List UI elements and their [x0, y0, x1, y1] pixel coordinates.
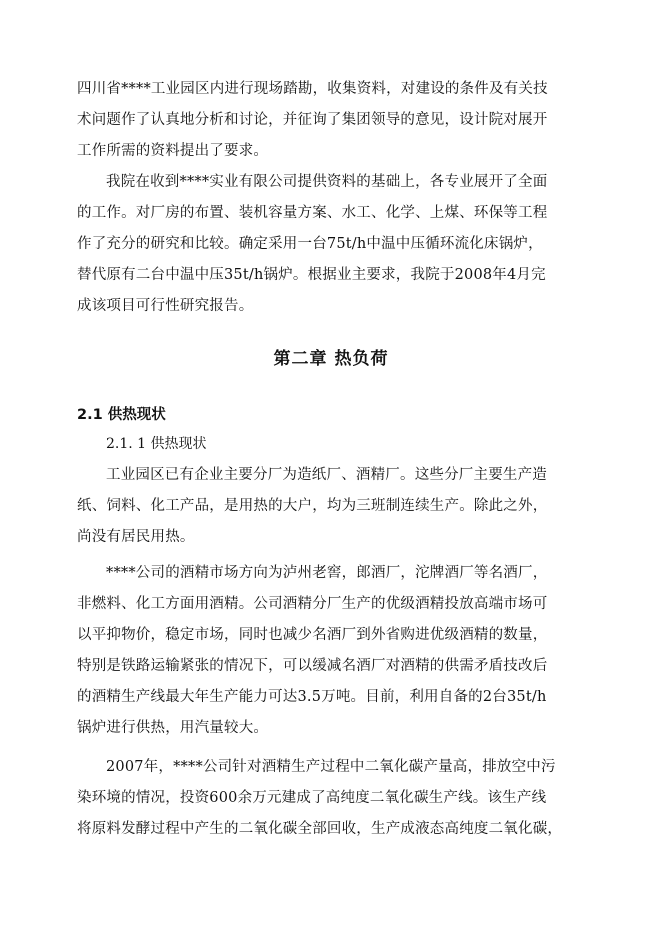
paragraph-line: 作了充分的研究和比较。确定采用一台75t/h中温中压循环流化床锅炉， [77, 236, 543, 252]
paragraph-line: 2007年，****公司针对酒精生产过程中二氧化碳产量高，排放空中污 [106, 759, 556, 775]
paragraph-line: 我院在收到****实业有限公司提供资料的基础上，各专业展开了全面 [106, 174, 548, 190]
paragraph-line: ****公司的酒精市场方向为泸州老窖，郎酒厂，沱牌酒厂等名酒厂， [106, 565, 548, 581]
paragraph-line: 术问题作了认真地分析和讨论，并征询了集团领导的意见，设计院对展开 [77, 112, 548, 128]
paragraph-line: 工作所需的资料提出了要求。 [77, 143, 269, 159]
paragraph-line: 锅炉进行供热，用汽量较大。 [77, 720, 269, 736]
paragraph-line: 四川省****工业园区内进行现场踏勘，收集资料，对建设的条件及有关技 [77, 81, 548, 97]
paragraph-line: 工业园区已有企业主要分厂为造纸厂、酒精厂。这些分厂主要生产造 [106, 467, 547, 483]
paragraph-line: 染环境的情况，投资600余万元建成了高纯度二氧化碳生产线。该生产线 [77, 790, 547, 806]
paragraph-line: 尚没有居民用热。 [77, 529, 195, 545]
subsection-title: 2.1. 1 供热现状 [106, 436, 207, 452]
paragraph-line: 纸、饲料、化工产品，是用热的大户，均为三班制连续生产。除此之外， [77, 498, 548, 514]
section-title: 2.1 供热现状 [77, 407, 166, 423]
paragraph-line: 的酒精生产线最大年生产能力可达3.5万吨。目前，利用自备的2台35t/h [77, 689, 547, 705]
paragraph-line: 特别是铁路运输紧张的情况下，可以缓减名酒厂对酒精的供需矛盾技改后 [77, 658, 548, 674]
chapter-title: 第二章 热负荷 [273, 349, 389, 369]
paragraph-line: 成该项目可行性研究报告。 [77, 298, 254, 314]
paragraph-line: 的工作。对厂房的布置、装机容量方案、水工、化学、上煤、环保等工程 [77, 205, 548, 221]
paragraph-line: 非燃料、化工方面用酒精。公司酒精分厂生产的优级酒精投放高端市场可 [77, 596, 548, 612]
paragraph-line: 将原料发酵过程中产生的二氧化碳全部回收，生产成液态高纯度二氧化碳， [77, 821, 563, 837]
paragraph-line: 以平抑物价，稳定市场，同时也减少名酒厂到外省购进优级酒精的数量， [77, 627, 548, 643]
paragraph-line: 替代原有二台中温中压35t/h锅炉。根据业主要求，我院于2008年4月完 [77, 267, 546, 283]
